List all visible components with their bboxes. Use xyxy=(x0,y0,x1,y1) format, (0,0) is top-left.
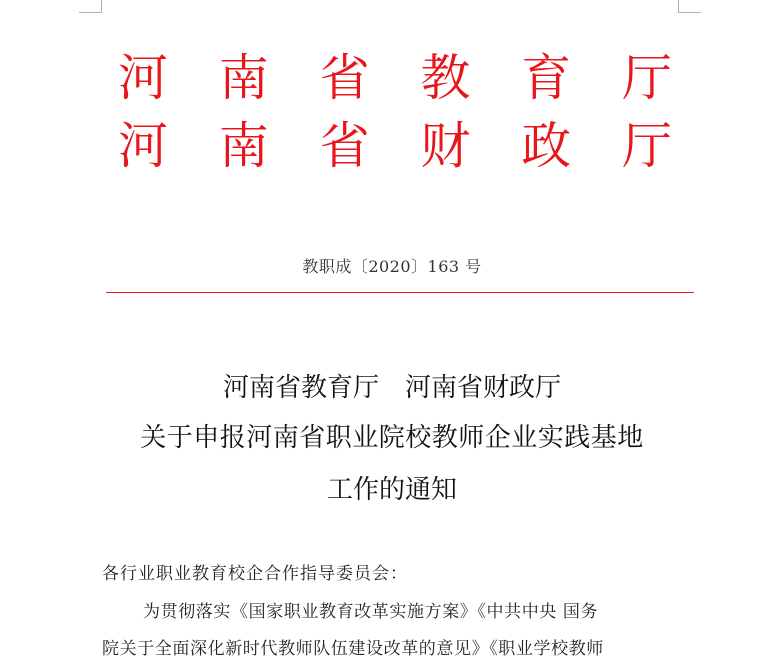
issuer-char: 南 xyxy=(218,117,269,175)
red-separator-rule xyxy=(106,292,694,293)
issuer-char: 财 xyxy=(420,117,471,175)
crop-mark-top-left xyxy=(79,0,102,13)
issuer-char: 厅 xyxy=(621,49,672,107)
document-number: 教职成〔2020〕163 号 xyxy=(302,257,482,276)
issuer-char: 厅 xyxy=(621,117,672,175)
body-paragraph-line: 为贯彻落实《国家职业教育改革实施方案》《中共中央 国务 xyxy=(143,602,599,622)
issuer-char: 省 xyxy=(319,49,370,107)
issuer-line-finance xyxy=(115,118,675,174)
issuer-char: 省 xyxy=(319,117,370,175)
body-paragraph-line: 院关于全面深化新时代教师队伍建设改革的意见》《职业学校教师 xyxy=(102,639,604,659)
issuer-line-education xyxy=(115,50,675,106)
issuer-char: 教 xyxy=(420,49,471,107)
issuer-char: 河 xyxy=(118,117,168,175)
issuer-char: 政 xyxy=(521,117,572,175)
issuer-char: 南 xyxy=(218,49,269,107)
crop-mark-top-right xyxy=(678,0,701,13)
document-title-line-1: 河南省教育厅 河南省财政厅 xyxy=(222,373,561,403)
document-title-line-2: 关于申报河南省职业院校教师企业实践基地 xyxy=(140,423,644,453)
document-title-line-3: 工作的通知 xyxy=(326,475,457,505)
salutation: 各行业职业教育校企合作指导委员会： xyxy=(102,564,408,584)
issuer-char: 育 xyxy=(521,49,572,107)
issuer-char: 河 xyxy=(118,49,168,107)
